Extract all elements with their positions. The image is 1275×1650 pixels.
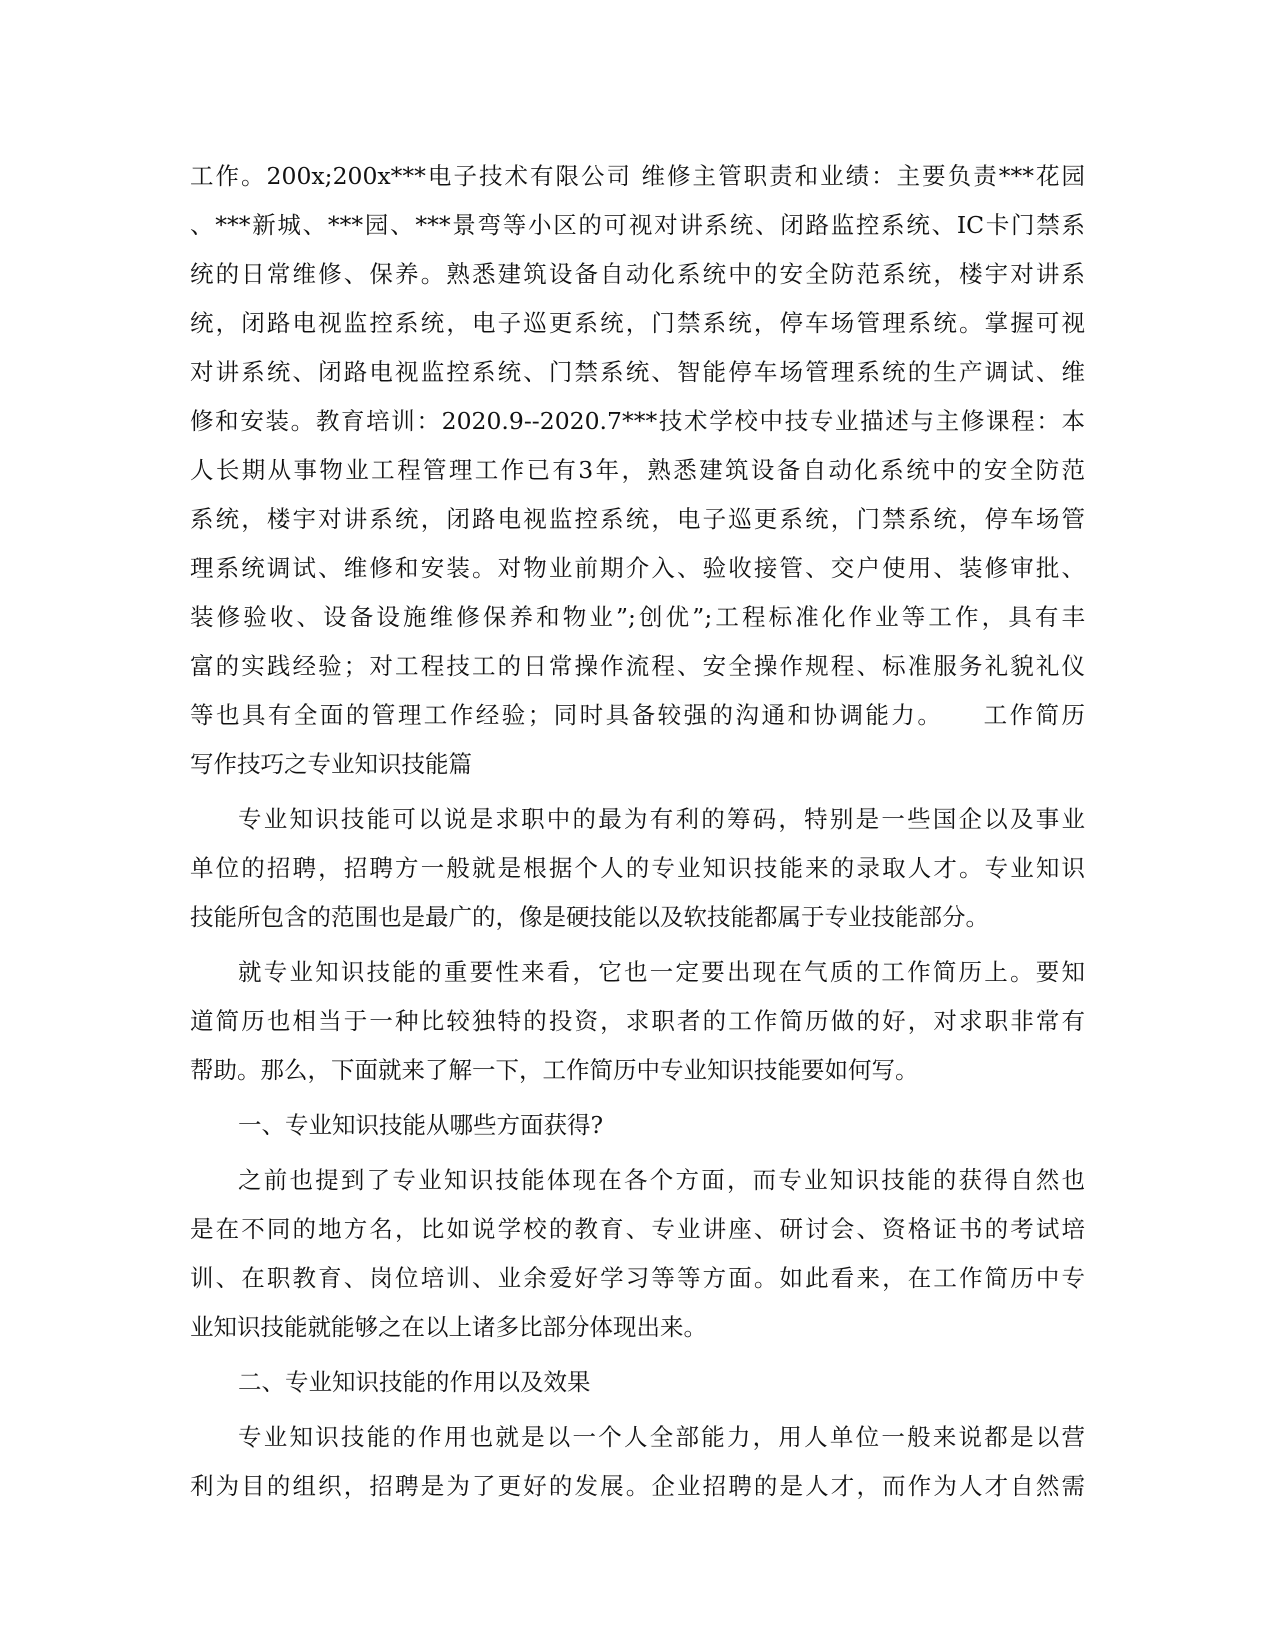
paragraph	[190, 795, 1085, 942]
text-line: 写作技巧之专业知识技能篇	[190, 750, 472, 778]
text-line: 理系统调试、维修和安装。对物业前期介入、验收接管、交户使用、装修审批、	[190, 554, 1085, 582]
text-line: 单位的招聘，招聘方一般就是根据个人的专业知识技能来的录取人才。专业知识	[190, 854, 1085, 882]
work-history-block	[190, 152, 1085, 789]
text-line: 人长期从事物业工程管理工作已有3年，熟悉建筑设备自动化系统中的安全防范	[190, 456, 1085, 484]
text-line: 道简历也相当于一种比较独特的投资，求职者的工作简历做的好，对求职非常有	[190, 1007, 1085, 1035]
text-line: 之前也提到了专业知识技能体现在各个方面，而专业知识技能的获得自然也	[238, 1166, 1085, 1194]
text-line: 统的日常维修、保养。熟悉建筑设备自动化系统中的安全防范系统，楼宇对讲系	[190, 260, 1085, 288]
text-line: 等也具有全面的管理工作经验；同时具备较强的沟通和协调能力。 工作简历	[190, 701, 1085, 729]
text-line: 帮助。那么，下面就来了解一下，工作简历中专业知识技能要如何写。	[190, 1056, 919, 1084]
text-line: 训、在职教育、岗位培训、业余爱好学习等等方面。如此看来，在工作简历中专	[190, 1264, 1085, 1292]
text-line: 修和安装。教育培训：2020.9--2020.7***技术学校中技专业描述与主修课程：本	[190, 407, 1085, 435]
text-line: 技能所包含的范围也是最广的，像是硬技能以及软技能都属于专业技能部分。	[190, 903, 989, 931]
text-line: 富的实践经验；对工程技工的日常操作流程、安全操作规程、标准服务礼貌礼仪	[190, 652, 1085, 680]
paragraph	[190, 1413, 1085, 1511]
text-line: 是在不同的地方名，比如说学校的教育、专业讲座、研讨会、资格证书的考试培	[190, 1215, 1085, 1243]
text-line: 专业知识技能的作用也就是以一个人全部能力，用人单位一般来说都是以营	[238, 1423, 1085, 1451]
text-line: 专业知识技能可以说是求职中的最为有利的筹码，特别是一些国企以及事业	[238, 805, 1085, 833]
text-line: 利为目的组织，招聘是为了更好的发展。企业招聘的是人才，而作为人才自然需	[190, 1472, 1085, 1500]
document-body	[190, 152, 1085, 1511]
text-line: 系统，楼宇对讲系统，闭路电视监控系统，电子巡更系统，门禁系统，停车场管	[190, 505, 1085, 533]
section-heading: 一、专业知识技能从哪些方面获得?	[238, 1111, 604, 1139]
text-line: 装修验收、设备设施维修保养和物业”;创优”;工程标准化作业等工作，具有丰	[190, 603, 1085, 631]
text-line: 工作。200x;200x***电子技术有限公司 维修主管职责和业绩：主要负责***花园	[190, 162, 1085, 190]
text-line: 就专业知识技能的重要性来看，它也一定要出现在气质的工作简历上。要知	[238, 958, 1085, 986]
text-line: 对讲系统、闭路电视监控系统、门禁系统、智能停车场管理系统的生产调试、维	[190, 358, 1085, 386]
text-line: 、***新城、***园、***景弯等小区的可视对讲系统、闭路监控系统、IC卡门禁系	[190, 211, 1085, 239]
paragraph	[190, 1156, 1085, 1352]
paragraph	[190, 948, 1085, 1095]
section-heading: 二、专业知识技能的作用以及效果	[238, 1368, 591, 1396]
text-line: 统，闭路电视监控系统，电子巡更系统，门禁系统，停车场管理系统。掌握可视	[190, 309, 1085, 337]
text-line: 业知识技能就能够之在以上诸多比部分体现出来。	[190, 1313, 707, 1341]
